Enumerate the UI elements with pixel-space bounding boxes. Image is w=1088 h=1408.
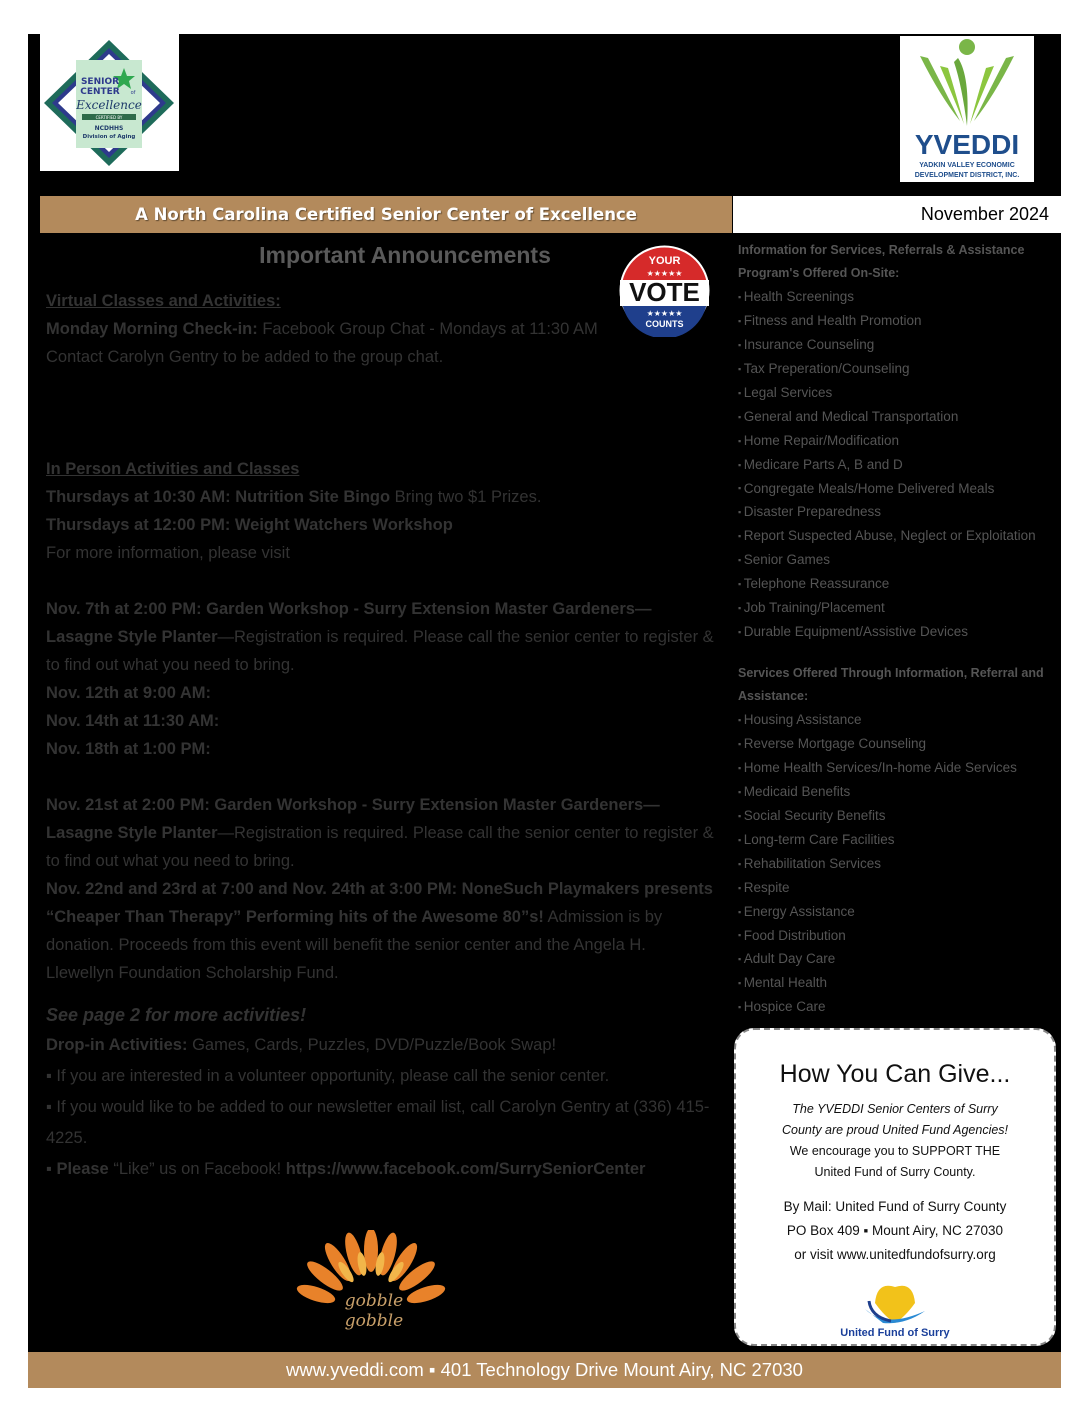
issue-date: November 2024 bbox=[920, 204, 1049, 224]
sce-logo-text: SENIOR bbox=[80, 77, 120, 87]
sce-logo-text: NCDHHS bbox=[94, 125, 124, 132]
referral-list bbox=[738, 708, 1058, 1019]
weight-watchers-label: Thursdays at 12:00 PM: Weight Watchers Workshop bbox=[46, 516, 453, 534]
service-list-item: ▪ Long-term Care Facilities bbox=[738, 828, 1058, 852]
mail-website[interactable]: or visit www.unitedfundofsurry.org bbox=[794, 1247, 996, 1262]
service-list-item: ▪ Disaster Preparedness bbox=[738, 500, 1058, 524]
service-list-item: ▪ Durable Equipment/Assistive Devices bbox=[738, 620, 1058, 644]
dropin-label: Drop-in Activities: bbox=[46, 1036, 188, 1054]
service-list-item: ▪ Job Training/Placement bbox=[738, 596, 1058, 620]
referral-heading: Services Offered Through Information, Referral and Assistance: bbox=[738, 666, 1044, 704]
onsite-heading: Program's Offered On-Site: bbox=[738, 266, 900, 280]
facebook-please: Please bbox=[56, 1160, 109, 1178]
inperson-heading: In Person Activities and Classes bbox=[46, 460, 300, 478]
service-list-item: ▪ Rehabilitation Services bbox=[738, 852, 1058, 876]
yveddi-logo-name: YVEDDI bbox=[914, 129, 1020, 160]
virtual-heading: Virtual Classes and Activities: bbox=[46, 292, 281, 310]
announcements-title: Important Announcements bbox=[259, 242, 551, 268]
yveddi-logo-subtitle: YADKIN VALLEY ECONOMIC bbox=[919, 162, 1015, 169]
service-list-item: ▪ Hospice Care bbox=[738, 995, 1058, 1019]
info-heading: Information for Services, Referrals & Assistance bbox=[738, 243, 1025, 257]
checkin-label: Monday Morning Check-in: bbox=[46, 320, 258, 338]
services-sidebar bbox=[738, 239, 1058, 1019]
nov14-label: Nov. 14th at 11:30 AM: bbox=[46, 712, 220, 730]
service-list-item: ▪ Reverse Mortgage Counseling bbox=[738, 732, 1058, 756]
facebook-bullet-marker: ▪ bbox=[46, 1160, 57, 1178]
service-list-item: ▪ Home Repair/Modification bbox=[738, 429, 1058, 453]
give-line: United Fund of Surry County. bbox=[814, 1165, 976, 1179]
united-fund-logo bbox=[835, 1273, 955, 1331]
star-icon: ★★★★★ bbox=[646, 269, 683, 278]
gobble-text: gobble bbox=[344, 1291, 404, 1311]
header-banner bbox=[40, 196, 732, 233]
playmakers-label: Nov. 22nd and 23rd at 7:00 and Nov. 24th at 3:00 PM: NoneSuch Playmakers presents “Cheaper Than Therapy” Performing hits of the Awesome 80”s! bbox=[46, 880, 713, 926]
nov7-text: —Registration is required. Please call the senior center to register & to find out what you need to bring. bbox=[46, 628, 714, 674]
service-list-item: ▪ Social Security Benefits bbox=[738, 804, 1058, 828]
give-line: We encourage you to SUPPORT THE bbox=[789, 1144, 1001, 1158]
nov12-label: Nov. 12th at 9:00 AM: bbox=[46, 684, 212, 702]
service-list-item: ▪ Energy Assistance bbox=[738, 900, 1058, 924]
gobble-text: gobble bbox=[344, 1311, 404, 1331]
sce-logo-text: CERTIFIED BY bbox=[95, 115, 123, 120]
service-list-item: ▪ Medicare Parts A, B and D bbox=[738, 453, 1058, 477]
service-list-item: ▪ Housing Assistance bbox=[738, 708, 1058, 732]
service-list-item: ▪ Health Screenings bbox=[738, 285, 1058, 309]
sce-logo-text: Division of Aging bbox=[82, 134, 136, 140]
checkin-text: Facebook Group Chat - Mondays at 11:30 AM bbox=[257, 320, 598, 338]
star-icon: ★★★★★ bbox=[646, 309, 683, 318]
banner-text: A North Carolina Certified Senior Center of Excellence bbox=[135, 205, 637, 224]
service-list-item: ▪ Food Distribution bbox=[738, 924, 1058, 948]
give-line: The YVEDDI Senior Centers of Surry bbox=[792, 1102, 998, 1116]
service-list-item: ▪ Senior Games bbox=[738, 548, 1058, 572]
service-list-item: ▪ Congregate Meals/Home Delivered Meals bbox=[738, 477, 1058, 501]
sce-logo-text: Excellence bbox=[76, 98, 142, 112]
footer-address: www.yveddi.com ▪ 401 Technology Drive Mount Airy, NC 27030 bbox=[286, 1359, 803, 1380]
give-title: How You Can Give... bbox=[779, 1060, 1011, 1088]
gobble-gobble-turkey-graphic bbox=[296, 1230, 446, 1340]
service-list-item: ▪ Tax Preperation/Counseling bbox=[738, 357, 1058, 381]
nov7-label: Nov. 7th at 2:00 PM: Garden Workshop - Surry Extension Master Gardeners—Lasagne Style Planter bbox=[46, 600, 652, 646]
see-page-2: See page 2 for more activities! bbox=[46, 1005, 307, 1025]
senior-center-excellence-logo bbox=[40, 34, 179, 171]
mail-line: PO Box 409 ▪ Mount Airy, NC 27030 bbox=[786, 1223, 1004, 1238]
onsite-list bbox=[738, 285, 1058, 644]
service-list-item: ▪ General and Medical Transportation bbox=[738, 405, 1058, 429]
volunteer-bullet: ▪ If you are interested in a volunteer opportunity, please call the senior center. bbox=[46, 1067, 610, 1085]
service-list-item: ▪ Report Suspected Abuse, Neglect or Exploitation bbox=[738, 524, 1058, 548]
nov21-text: —Registration is required. Please call the senior center to register & to find out what you need to bring. bbox=[46, 824, 714, 870]
dropin-text: Games, Cards, Puzzles, DVD/Puzzle/Book Swap! bbox=[187, 1036, 557, 1054]
playmakers-text: Admission is by donation. Proceeds from this event will benefit the senior center and the Angela H. Llewellyn Foundation Scholarship Fund. bbox=[46, 908, 663, 982]
service-list-item: ▪ Legal Services bbox=[738, 381, 1058, 405]
sce-logo-text: of bbox=[130, 90, 136, 96]
service-list-item: ▪ Fitness and Health Promotion bbox=[738, 309, 1058, 333]
sce-logo-text: CENTER bbox=[80, 87, 120, 97]
service-list-item: ▪ Insurance Counseling bbox=[738, 333, 1058, 357]
service-list-item: ▪ Medicaid Benefits bbox=[738, 780, 1058, 804]
service-list-item: ▪ Mental Health bbox=[738, 971, 1058, 995]
yveddi-logo-subtitle: DEVELOPMENT DISTRICT, INC. bbox=[914, 172, 1020, 179]
mail-line: By Mail: United Fund of Surry County bbox=[783, 1199, 1007, 1214]
more-info-text: For more information, please visit bbox=[46, 544, 290, 562]
vote-badge-text: COUNTS bbox=[645, 319, 684, 329]
how-you-can-give-box bbox=[734, 1028, 1056, 1346]
facebook-link[interactable]: https://www.facebook.com/SurrySeniorCenter bbox=[285, 1160, 646, 1178]
united-fund-name: United Fund of Surry bbox=[840, 1327, 950, 1339]
service-list-item: ▪ Respite bbox=[738, 876, 1058, 900]
nov18-label: Nov. 18th at 1:00 PM: bbox=[46, 740, 211, 758]
bingo-text: Bring two $1 Prizes. bbox=[390, 488, 542, 506]
newsletter-bullet: ▪ If you would like to be added to our newsletter email list, call Carolyn Gentry at (336) 415-4225. bbox=[46, 1098, 710, 1147]
give-line: County are proud United Fund Agencies! bbox=[781, 1123, 1009, 1137]
vote-badge-text: YOUR bbox=[648, 255, 681, 267]
bingo-label: Thursdays at 10:30 AM: Nutrition Site Bingo bbox=[46, 488, 391, 506]
facebook-text: “Like” us on Facebook! bbox=[108, 1160, 286, 1178]
checkin-contact: Contact Carolyn Gentry to be added to the group chat. bbox=[46, 348, 444, 366]
service-list-item: ▪ Adult Day Care bbox=[738, 947, 1058, 971]
service-list-item: ▪ Home Health Services/In-home Aide Services bbox=[738, 756, 1058, 780]
vote-badge-text: VOTE bbox=[629, 277, 700, 307]
issue-date-box bbox=[733, 196, 1061, 233]
footer-banner bbox=[28, 1352, 1061, 1388]
nov21-label: Nov. 21st at 2:00 PM: Garden Workshop - Surry Extension Master Gardeners—Lasagne Style Planter bbox=[46, 796, 660, 842]
announcements-column bbox=[46, 287, 714, 1185]
service-list-item: ▪ Telephone Reassurance bbox=[738, 572, 1058, 596]
yveddi-logo bbox=[900, 36, 1034, 182]
